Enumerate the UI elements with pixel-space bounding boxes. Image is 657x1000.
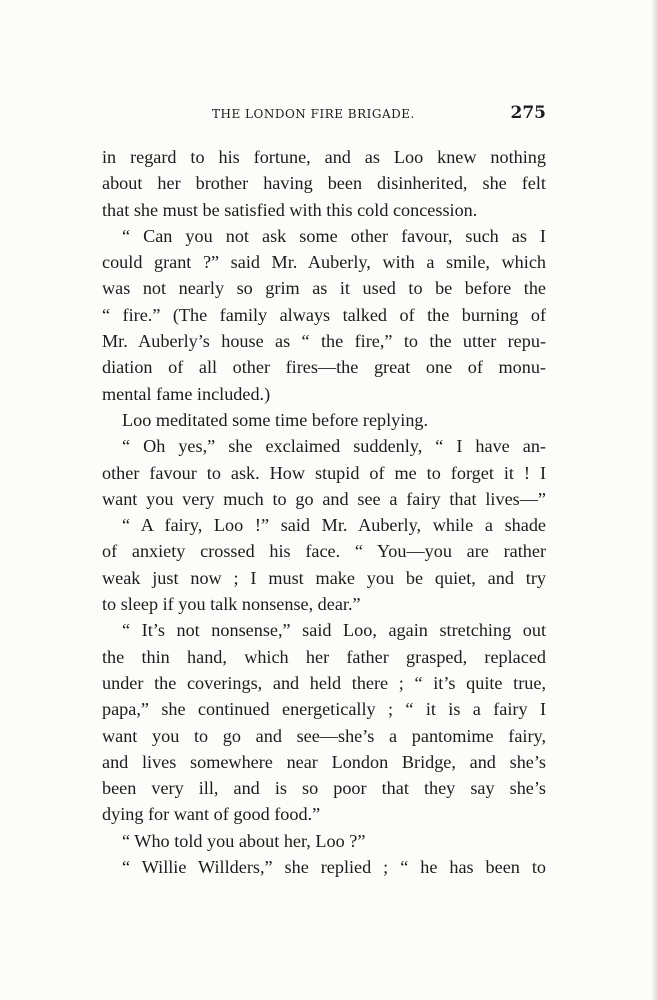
text-line: other favour to ask. How stupid of me to forget it ! I [102, 462, 546, 483]
text-line: want you to go and see—she’s a pantomime fairy, [102, 725, 546, 746]
running-header [102, 103, 546, 127]
text-line: mental fame included.) [102, 383, 271, 404]
text-line: that she must be satisfied with this cold concession. [102, 199, 478, 220]
text-line: the thin hand, which her father grasped, replaced [102, 646, 546, 667]
text-line: in regard to his fortune, and as Loo knew nothing [102, 147, 546, 167]
text-line: “ fire.” (The family always talked of the burning of [102, 304, 546, 325]
text-line: Loo meditated some time before replying. [122, 409, 429, 430]
text-line: and lives somewhere near London Bridge, and she’s [102, 751, 546, 772]
text-line: of anxiety crossed his face. “ You—you are rather [102, 541, 546, 562]
text-line: “ Oh yes,” she exclaimed suddenly, “ I have an- [122, 436, 546, 457]
text-line: “ Can you not ask some other favour, such as I [122, 225, 546, 246]
body-text [102, 144, 546, 880]
text-line: papa,” she continued energetically ; “ it is a fairy I [102, 699, 546, 720]
text-line: “ Who told you about her, Loo ?” [122, 830, 366, 851]
text-line: “ A fairy, Loo !” said Mr. Auberly, while a shade [122, 515, 546, 536]
text-line: was not nearly so grim as it used to be before the [102, 278, 546, 299]
text-line: “ Willie Willders,” she replied ; “ he has been to [122, 857, 546, 878]
text-line: “ It’s not nonsense,” said Loo, again stretching out [122, 620, 546, 641]
text-line: been very ill, and is so poor that they say she’s [102, 778, 546, 799]
text-line: to sleep if you talk nonsense, dear.” [102, 594, 361, 615]
page-edge-shadow [651, 0, 657, 1000]
running-title: THE LONDON FIRE BRIGADE. [212, 107, 415, 121]
page-number: 275 [510, 103, 546, 123]
text-line: want you very much to go and see a fairy that lives—” [102, 488, 546, 509]
text-line: Mr. Auberly’s house as “ the fire,” to the utter repu- [102, 331, 546, 352]
text-line: about her brother having been disinherited, she felt [102, 173, 546, 194]
text-line: diation of all other fires—the great one of monu- [102, 357, 546, 378]
text-line: weak just now ; I must make you be quiet, and try [102, 567, 546, 588]
text-line: dying for want of good food.” [102, 804, 321, 825]
text-line: could grant ?” said Mr. Auberly, with a smile, which [102, 252, 546, 273]
text-line: under the coverings, and held there ; “ it’s quite true, [102, 672, 546, 693]
